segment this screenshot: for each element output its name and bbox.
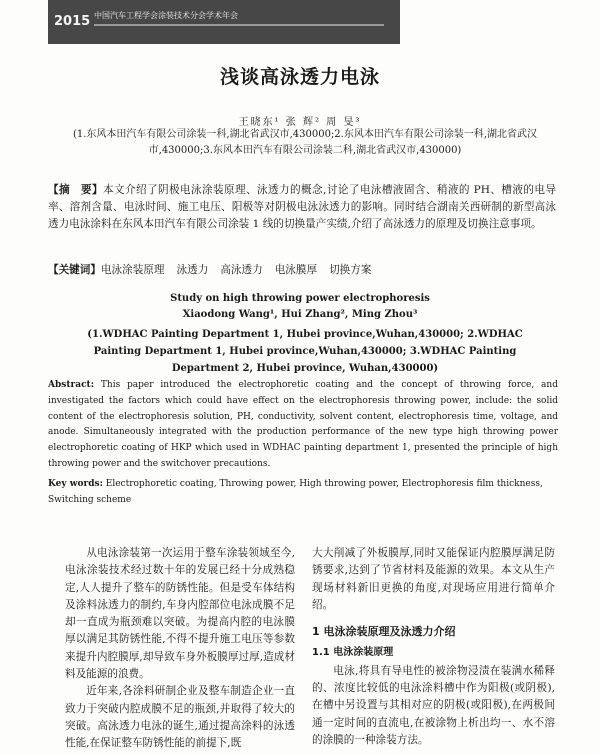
keywords-en-label: Key words: bbox=[48, 479, 103, 489]
section-heading: 1 电泳涂装原理及泳透力介绍 bbox=[312, 625, 456, 639]
affiliation-en: (1.WDHAC Painting Department 1, Hubei province,Wuhan,430000; 2.WDHAC Painting Department 1, Hubei province,Wuhan,430000; 3.WDHAC Painting Department 2, Hubei province, Wuhan,430000) bbox=[87, 329, 523, 374]
authors-en: Xiaodong Wang¹, Hui Zhang², Ming Zhou³ bbox=[182, 309, 418, 320]
authors-cn: 王晓东¹ 张 辉² 周 旻³ bbox=[238, 117, 362, 128]
abstract-cn-text: 本文介绍了阴极电泳涂装原理、泳透力的概念,讨论了电泳槽液固含、稍液的 PH、槽液的电导率、溶剂含量、电泳时间、施工电压、阳极等对阴极电泳泳透力的影响。同时结合湖南关西研制的新型高泳透力电泳涂料在东风本田汽车有限公司涂装 1 线的切换量产实绩,介绍了高泳透力的原理及切换注意事项。 bbox=[48, 184, 556, 230]
keyword-cn: 高泳透力 bbox=[220, 264, 263, 276]
journal-header bbox=[48, 0, 400, 44]
header-year: 2015 bbox=[54, 14, 91, 29]
header-journal-title: 中国汽车工程学会涂装技术分会学术年会 bbox=[94, 11, 238, 20]
keyword-cn: 泳透力 bbox=[176, 264, 209, 276]
body-paragraph-continued: 大大削减了外板膜厚,同时又能保证内腔膜厚满足防锈要求,达到了节省材料及能源的效果。本文从生产现场材料新旧更换的角度,对现场应用进行简单介绍。 bbox=[312, 547, 555, 611]
body-column-right bbox=[312, 545, 555, 749]
abstract-cn bbox=[48, 182, 556, 233]
abstract-en-text: This paper introduced the electrophoretic coating and the concept of throwing force, and investigated the factors which could have effect on the electrophoresis throwing power, include: the solid content of the electrophoresis solution, PH, conductivity, solvent content, electrophoresis time, voltage, and anode. Simultaneously integrated with the production performance of the new type high throwing power electrophoretic coating of HKP which used in WDHAC painting department 1, presented the principle of high throwing power and the switchover precautions. bbox=[48, 380, 558, 469]
keyword-cn: 电泳涂装原理 bbox=[100, 264, 165, 276]
abstract-cn-label: 【摘 要】 bbox=[48, 184, 104, 196]
keywords-en-text: Electrophoretic coating, Throwing power, High throwing power, Electrophoresis film thickness, Switching scheme bbox=[48, 479, 543, 505]
body-paragraph: 从电泳涂装第一次运用于整车涂装领域至今,电泳涂装技术经过数十年的发展已经十分成熟稳定,人人提升了整车的防锈性能。但是受车体结构及涂料泳透力的制约,车身内腔部位电泳成膜不足却一直成为瓶颈难以突破。为提高内腔的电泳膜厚以满足其防锈性能,不得不提升施工电压等参数来提升内腔膜厚,却导致车身外板膜厚过厚,造成材料及能源的浪费。 bbox=[65, 547, 295, 681]
abstract-en bbox=[48, 378, 558, 473]
body-column-left bbox=[65, 545, 295, 753]
abstract-en-label: Abstract: bbox=[48, 380, 95, 390]
body-paragraph: 近年来,各涂料研制企业及整车制造企业一直致力于突破内腔成膜不足的瓶颈,并取得了较大的突破。高泳透力电泳的诞生,通过提高涂料的泳透性能,在保证整车防锈性能的前提下,既 bbox=[65, 685, 295, 750]
body-paragraph: 电泳,将具有导电性的被涂物浸渍在装满水稀释的、浓度比较低的电泳涂料槽中作为阳极(或阴极),在槽中另设置与其相对应的阴极(或阳极),在两极间通一定时间的直流电,在被涂物上析出均一、水不溶的涂膜的一种涂装方法。 bbox=[312, 664, 555, 746]
keywords-cn bbox=[48, 262, 556, 279]
paper-title-en: Study on high throwing power electrophoresis bbox=[170, 293, 430, 304]
paper-title: 浅谈高泳透力电泳 bbox=[219, 66, 380, 88]
keyword-cn: 电泳膜厚 bbox=[274, 264, 318, 276]
header-rule bbox=[94, 24, 384, 26]
keywords-en bbox=[48, 477, 558, 509]
subsection-heading: 1.1 电泳涂装原理 bbox=[312, 647, 394, 659]
affiliation-cn: (1.东风本田汽车有限公司涂装一科,湖北省武汉市,430000;2.东风本田汽车有限公司涂装一科,湖北省武汉市,430000;3.东风本田汽车有限公司涂装二科,湖北省武汉市,430000) bbox=[72, 129, 538, 156]
keywords-cn-label: 【关键词】 bbox=[48, 264, 101, 276]
keyword-cn: 切换方案 bbox=[329, 264, 372, 276]
